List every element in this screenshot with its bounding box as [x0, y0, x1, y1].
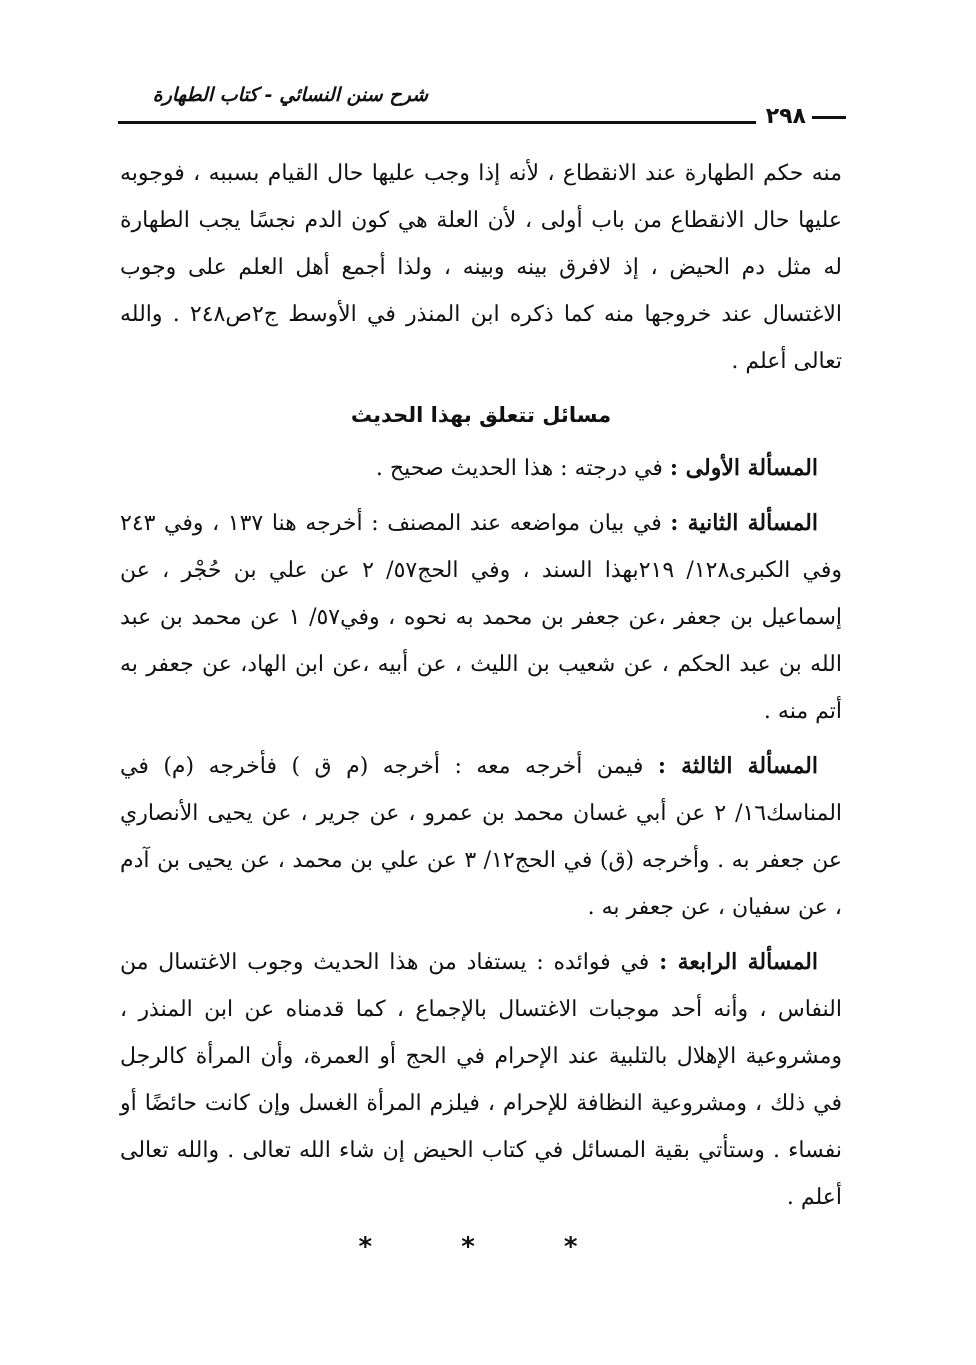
- issue-lead-2: المسألة الثانية :: [670, 510, 818, 536]
- issue-paragraph-4: [120, 939, 842, 1221]
- issue-paragraph-3: [120, 743, 842, 931]
- issue-lead-4: المسألة الرابعة :: [659, 949, 819, 975]
- header-rule: [118, 121, 756, 124]
- paragraph-gap: [120, 931, 842, 939]
- issue-text-1: في درجته : هذا الحديث صحيح .: [375, 456, 670, 481]
- page-header: [118, 78, 846, 130]
- issue-lead-1: المسألة الأولى :: [669, 455, 818, 481]
- issue-paragraph-1: [120, 445, 842, 492]
- issue-text-3: فيمن أخرجه معه : أخرجه (م ق ) فأخرجه (م) في المناسك١٦/ ٢ عن أبي غسان محمد بن عمرو ، عن جرير ، عن يحيى الأنصاري عن جعفر به . وأخرجه (ق) في الحج١٢/ ٣ عن علي بن محمد ، عن يحيى بن آدم ، عن سفيان ، عن جعفر به .: [120, 754, 843, 920]
- page-number-value: ٢٩٨: [765, 104, 806, 129]
- page-number-dash: [812, 116, 846, 119]
- issue-text-2: في بيان مواضعه عند المصنف : أخرجه هنا ١٣٧ ، وفي ٢٤٣ وفي الكبرى١٢٨/ ٢١٩بهذا السند ، وفي الحج٥٧/ ٢ عن علي بن حُجْر ، عن إسماعيل بن جعفر ،عن جعفر بن محمد به نحوه ، وفي٥٧/ ١ عن محمد بن عبد الله بن عبد الحكم ، عن شعيب بن الليث ، عن أبيه ،عن ابن الهاد، عن جعفر به أتم منه .: [120, 511, 843, 724]
- section-heading: مسائل تتعلق بهذا الحديث: [350, 403, 612, 427]
- intro-paragraph: منه حكم الطهارة عند الانقطاع ، لأنه إذا وجب عليها حال القيام بسببه ، فوجوبه عليها حال الانقطاع من باب أولى ، لأن العلة هي كون الدم نجسًا يجب الطهارة له مثل دم الحيض ، إذ لافرق بينه وبينه ، ولذا أجمع أهل العلم على وجوب الاغتسال عند خروجها منه كما ذكره ابن المنذر في الأوسط ج٢ص٢٤٨ . والله تعالى أعلم .: [120, 161, 842, 374]
- running-title: شرح سنن النسائي - كتاب الطهارة: [152, 84, 428, 106]
- paragraph-gap: [120, 492, 842, 500]
- paragraph-gap: [120, 735, 842, 743]
- issue-paragraph-2: [120, 500, 842, 735]
- end-mark: * * *: [358, 1232, 618, 1262]
- issue-text-4: في فوائده : يستفاد من هذا الحديث وجوب الاغتسال من النفاس ، وأنه أحد موجبات الاغتسال بالإجماع ، كما قدمناه عن ابن المنذر ، ومشروعية الإهلال بالتلبية عند الإحرام في الحج أو العمرة، وأن المرأة كالرجل في ذلك ، ومشروعية النظافة للإحرام ، فيلزم المرأة الغسل وإن كانت حائضًا أو نفساء . وستأتي بقية المسائل في كتاب الحيض إن شاء الله تعالى . والله تعالى أعلم .: [120, 950, 842, 1210]
- issue-lead-3: المسألة الثالثة :: [657, 753, 818, 779]
- page-number: [766, 104, 846, 129]
- body-text: [120, 150, 842, 1221]
